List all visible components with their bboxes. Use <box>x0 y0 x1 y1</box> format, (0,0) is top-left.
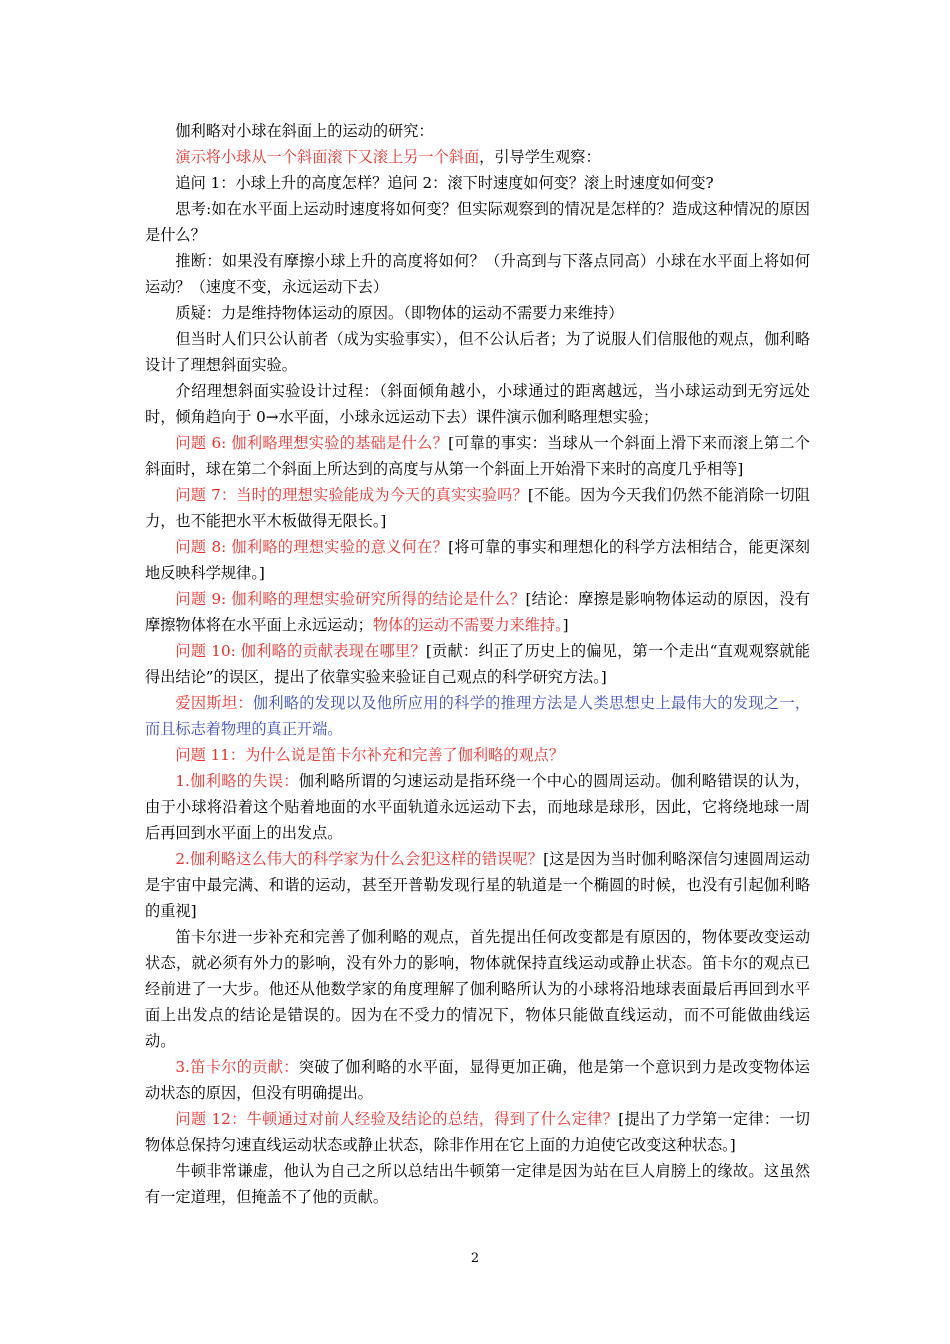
text-segment: [不能。因为今天我们仍然不能消除一切阻力，也不能把水平木板做得无限长。] <box>145 486 810 530</box>
text-segment: 笛卡尔进一步补充和完善了伽利略的观点，首先提出任何改变都是有原因的，物体要改变运动状态，就必须有外力的影响，没有外力的影响，物体就保持直线运动或静止状态。笛卡尔的观点已经前进了一大步。他还从他数学家的角度理解了伽利略所认为的小球将沿地球表面最后再回到水平面上出发点的结论是错误的。因为在不受力的情况下，物体只能做直线运动，而不可能做曲线运动。 <box>145 928 810 1050</box>
text-segment: [提出了力学第一定律：一切物体总保持匀速直线运动状态或静止状态，除非作用在它上面的力迫使它改变这种状态。] <box>145 1110 810 1154</box>
paragraph-21 <box>145 1158 810 1210</box>
paragraph-11 <box>145 534 810 586</box>
paragraph-18 <box>145 924 810 1054</box>
text-segment: 推断：如果没有摩擦小球上升的高度将如何？（升高到与下落点同高）小球在水平面上将如何运动？（速度不变，永远运动下去） <box>145 252 810 296</box>
text-segment: 1.伽利略的失误： <box>175 772 299 790</box>
paragraph-15 <box>145 742 810 768</box>
text-segment: ] <box>562 616 569 634</box>
paragraph-4 <box>145 196 810 248</box>
paragraph-7 <box>145 326 810 378</box>
text-segment: 问题 10: 伽利略的贡献表现在哪里？ <box>175 642 426 660</box>
paragraph-12 <box>145 586 810 638</box>
text-segment: 伽利略的发现以及他所应用的科学的推理方法是人类思想史上最伟大的发现之一，而且标志着物理的真正开端。 <box>145 694 810 738</box>
paragraph-3 <box>145 170 810 196</box>
text-segment: 爱因斯坦： <box>175 694 253 712</box>
text-segment: 问题 8: 伽利略的理想实验的意义何在？ <box>175 538 449 556</box>
page-number: 2 <box>470 1251 480 1266</box>
text-segment: 质疑：力是维持物体运动的原因。（即物体的运动不需要力来维持） <box>175 304 624 322</box>
text-segment: 物体的运动不需要力来维持。 <box>372 616 563 634</box>
paragraph-13 <box>145 638 810 690</box>
paragraph-6 <box>145 300 810 326</box>
paragraph-19 <box>145 1054 810 1106</box>
text-segment: 问题 9: 伽利略的理想实验研究所得的结论是什么？ <box>175 590 526 608</box>
text-segment: [贡献：纠正了历史上的偏见，第一个走出“直观观察就能得出结论”的误区，提出了依靠实验来验证自己观点的科学研究方法。] <box>145 642 810 686</box>
text-segment: [这是因为当时伽利略深信匀速圆周运动是宇宙中最完满、和谐的运动，甚至开普勒发现行星的轨道是一个椭圆的时候，也没有引起伽利略的重视] <box>145 850 810 920</box>
text-segment: 2.伽利略这么伟大的科学家为什么会犯这样的错误呢？ <box>175 850 544 868</box>
text-segment: 牛顿非常谦虚，他认为自己之所以总结出牛顿第一定律是因为站在巨人肩膀上的缘故。这虽然有一定道理，但掩盖不了他的贡献。 <box>145 1162 810 1206</box>
paragraph-16 <box>145 768 810 846</box>
paragraph-1 <box>145 118 810 144</box>
text-segment: 但当时人们只公认前者（成为实验事实），但不公认后者；为了说服人们信服他的观点，伽利略设计了理想斜面实验。 <box>145 330 810 374</box>
text-segment: 问题 7：当时的理想实验能成为今天的真实实验吗？ <box>175 486 528 504</box>
text-segment: [可靠的事实：当球从一个斜面上滑下来而滚上第二个斜面时，球在第二个斜面上所达到的高度与从第一个斜面上开始滑下来时的高度几乎相等] <box>145 434 810 478</box>
paragraph-20 <box>145 1106 810 1158</box>
text-segment: 问题 12：牛顿通过对前人经验及结论的总结，得到了什么定律？ <box>175 1110 619 1128</box>
text-segment: 问题 6: 伽利略理想实验的基础是什么？ <box>175 434 449 452</box>
text-segment: 突破了伽利略的水平面，显得更加正确，他是第一个意识到力是改变物体运动状态的原因，但没有明确提出。 <box>145 1058 810 1102</box>
paragraph-8 <box>145 378 810 430</box>
text-segment: 问题 11：为什么说是笛卡尔补充和完善了伽利略的观点？ <box>175 746 565 764</box>
paragraph-10 <box>145 482 810 534</box>
paragraph-9 <box>145 430 810 482</box>
paragraph-17 <box>145 846 810 924</box>
paragraph-5 <box>145 248 810 300</box>
text-segment: 伽利略对小球在斜面上的运动的研究： <box>175 122 434 140</box>
text-segment: 演示将小球从一个斜面滚下又滚上另一个斜面 <box>175 148 480 166</box>
text-segment: 追问 1：小球上升的高度怎样？追问 2：滚下时速度如何变？滚上时速度如何变? <box>175 174 714 192</box>
paragraph-14 <box>145 690 810 742</box>
text-segment: [将可靠的事实和理想化的科学方法相结合，能更深刻地反映科学规律。] <box>145 538 810 582</box>
text-segment: 伽利略所谓的匀速运动是指环绕一个中心的圆周运动。伽利略错误的认为，由于小球将沿着这个贴着地面的水平面轨道永远运动下去，而地球是球形，因此，它将绕地球一周后再回到水平面上的出发点。 <box>145 772 810 842</box>
text-segment: ，引导学生观察： <box>479 148 601 166</box>
text-segment: 3.笛卡尔的贡献： <box>175 1058 299 1076</box>
text-segment: [结论：摩擦是影响物体运动的原因，没有摩擦物体将在水平面上永远运动； <box>145 590 810 634</box>
text-segment: 介绍理想斜面实验设计过程：（斜面倾角越小，小球通过的距离越远，当小球运动到无穷远处时，倾角趋向于 0→水平面，小球永远运动下去）课件演示伽利略理想实验； <box>145 382 810 426</box>
document-page <box>145 118 810 1228</box>
text-segment: 思考:如在水平面上运动时速度将如何变？但实际观察到的情况是怎样的？造成这种情况的原因是什么？ <box>145 200 810 244</box>
paragraph-2 <box>145 144 810 170</box>
